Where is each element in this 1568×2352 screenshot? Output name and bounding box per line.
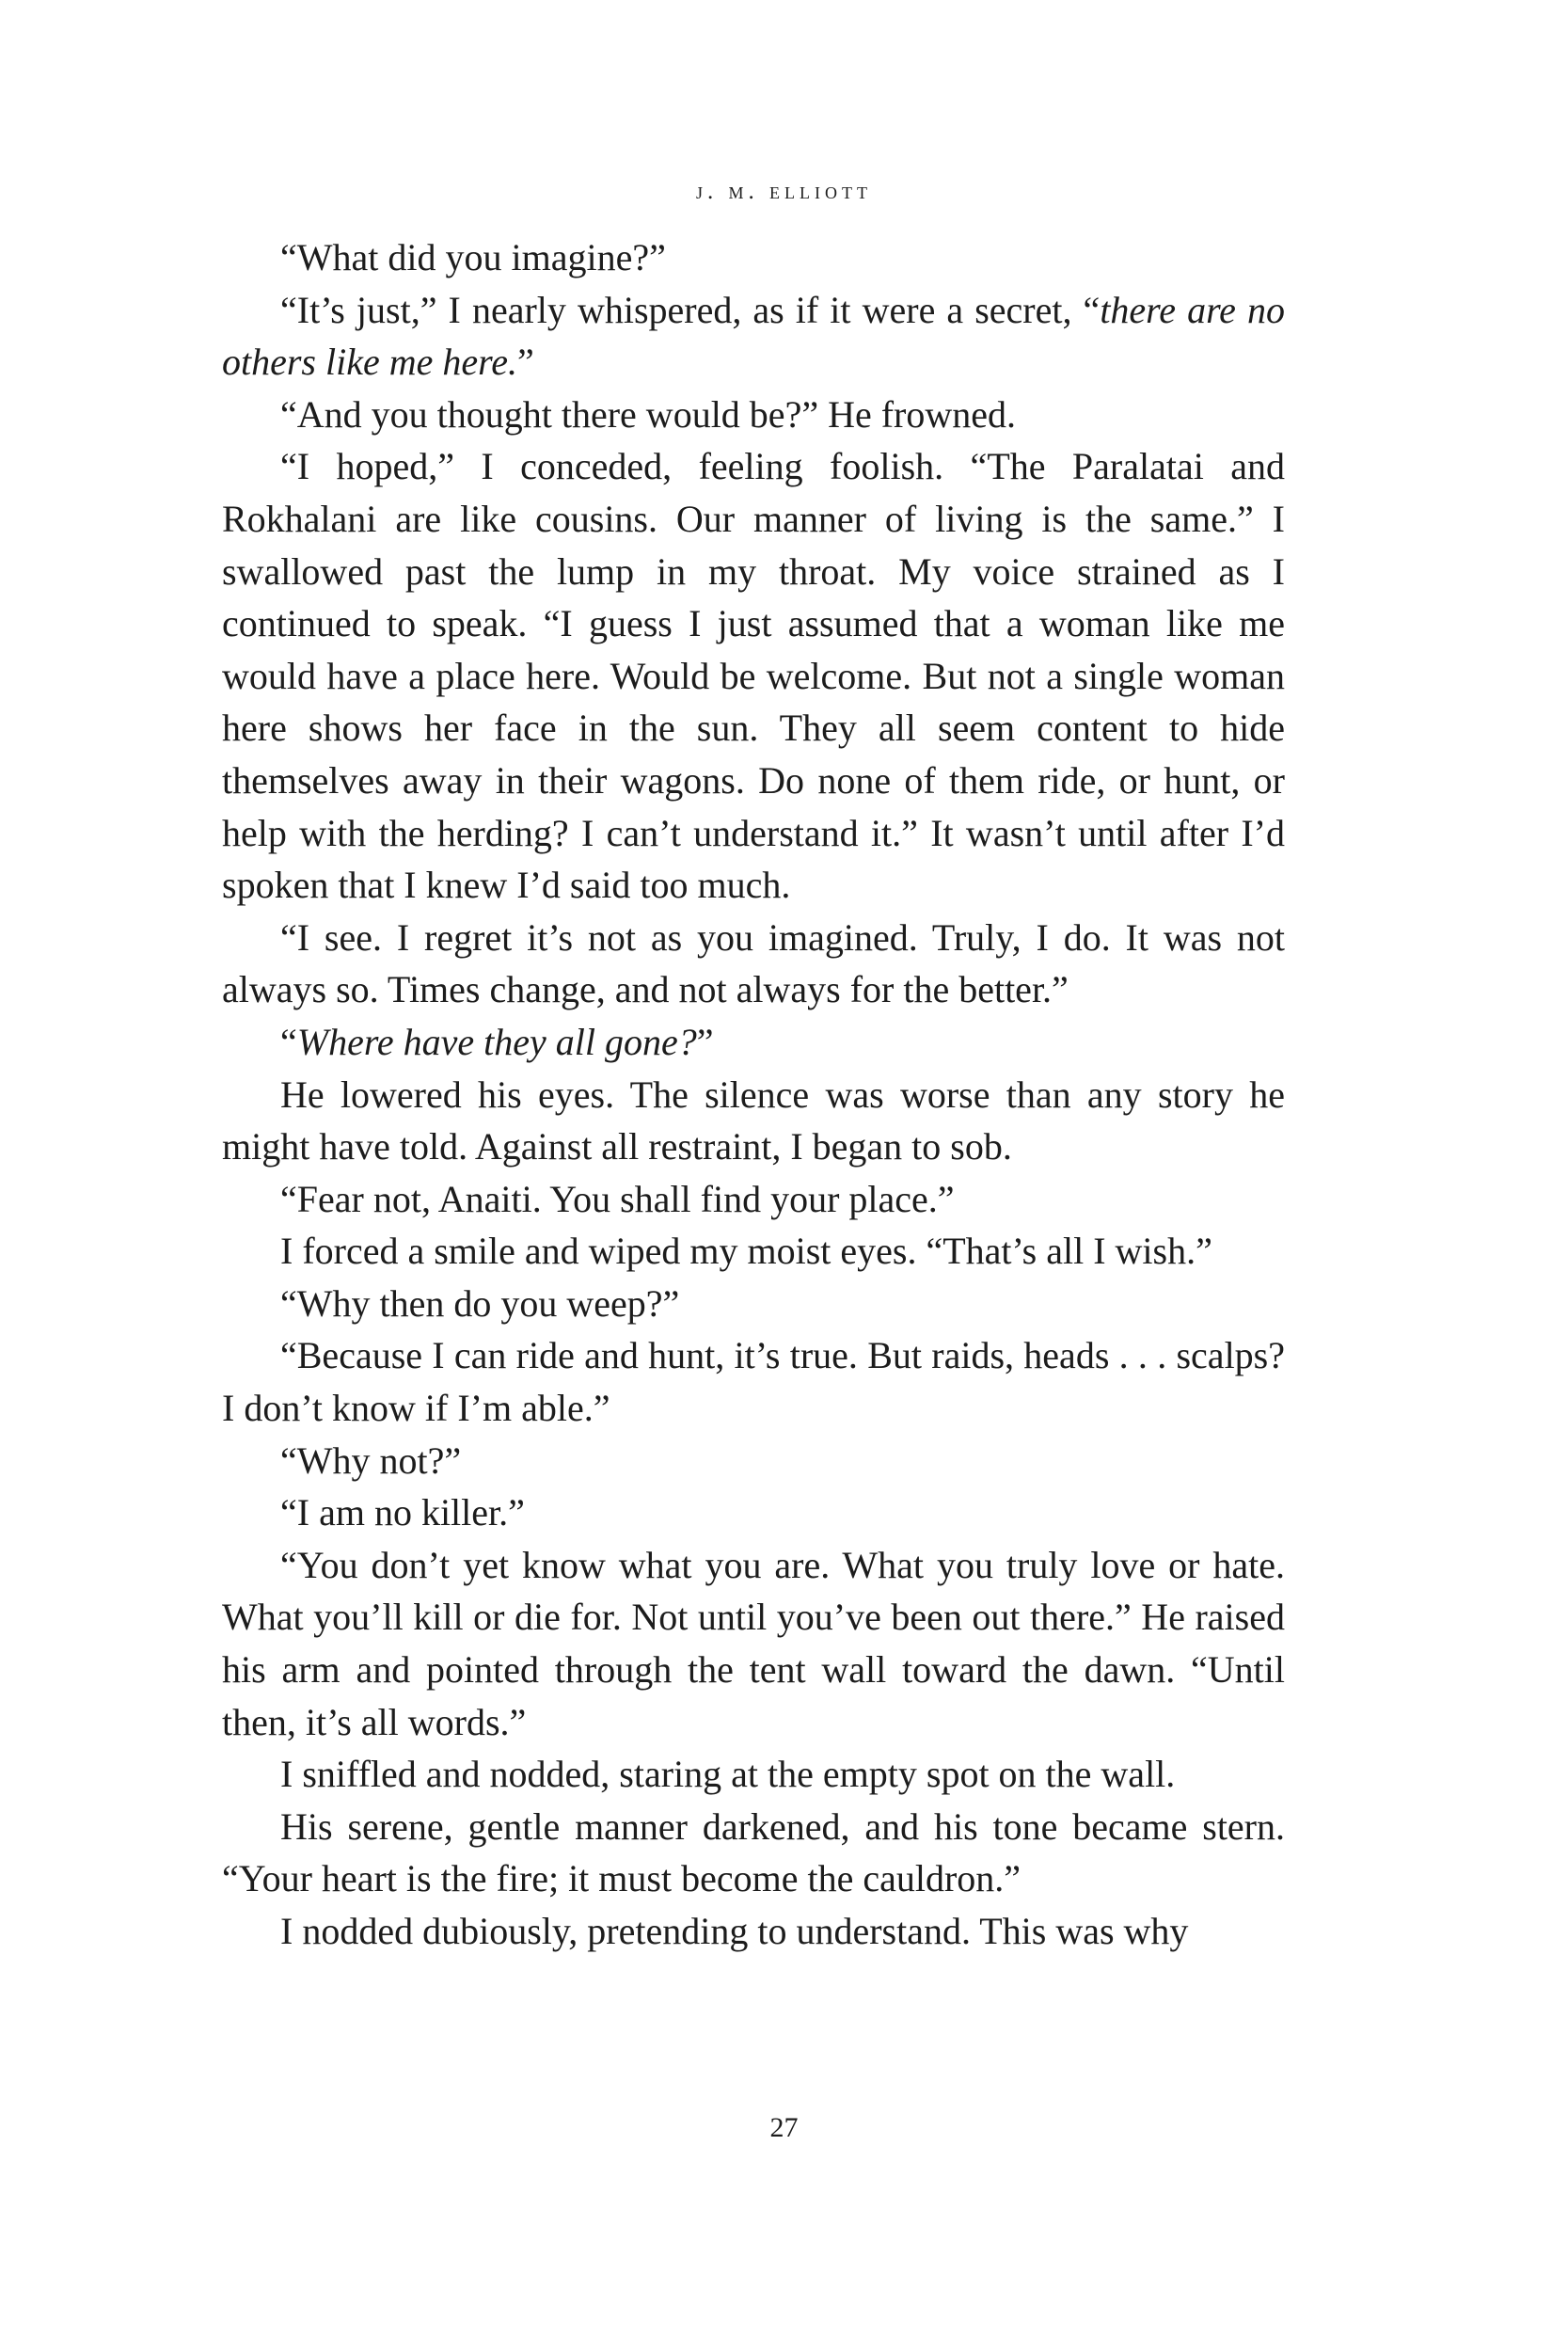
paragraph: I nodded dubiously, pretending to understand. This was why <box>280 1910 1189 1952</box>
paragraph: “Why not?” <box>280 1438 462 1482</box>
paragraph: I sniffled and nodded, staring at the empty spot on the wall. <box>280 1753 1176 1796</box>
paragraph: His serene, gentle manner darkened, and his tone became stern. “Your heart is the fire; it must become the cauldron.” <box>222 1804 1285 1900</box>
paragraph: “I see. I regret it’s not as you imagined. Truly, I do. It was not always so. Times change, and not always for the better.” <box>222 915 1285 1011</box>
paragraph: “It’s just,” I nearly whispered, as if it were a secret, “there are no others like me here.” <box>222 288 1285 384</box>
paragraph: “And you thought there would be?” He frowned. <box>280 392 1016 436</box>
paragraph: “I am no killer.” <box>280 1491 525 1534</box>
paragraph: “Fear not, Anaiti. You shall find your place.” <box>280 1177 955 1220</box>
paragraph: “Because I can ride and hunt, it’s true. But raids, heads . . . scalps? I don’t know if I’m able.” <box>222 1334 1285 1430</box>
page-number: 27 <box>769 2112 799 2143</box>
paragraph: “Where have they all gone?” <box>280 1020 714 1063</box>
body-text <box>222 231 1285 1958</box>
paragraph: I forced a smile and wiped my moist eyes. “That’s all I wish.” <box>280 1230 1212 1273</box>
paragraph: He lowered his eyes. The silence was worse than any story he might have told. Against all restraint, I began to sob. <box>222 1073 1285 1168</box>
paragraph: “Why then do you weep?” <box>280 1281 680 1325</box>
running-head: j. m. elliott <box>696 179 872 204</box>
paragraph: “I hoped,” I conceded, feeling foolish. “The Paralatai and Rokhalani are like cousins. Our manner of living is the same.” I swallowed past the lump in my throat. My voice strained as I continued to speak. “I guess I just assumed that a woman like me would have a place here. Would be welcome. But not a single woman here shows her face in the sun. They all seem content to hide themselves away in their wagons. Do none of them ride, or hunt, or help with the herding? I can’t understand it.” It wasn’t until after I’d spoken that I knew I’d said too much. <box>222 445 1285 907</box>
paragraph: “What did you imagine?” <box>280 236 666 278</box>
paragraph: “You don’t yet know what you are. What you truly love or hate. What you’ll kill or die for. Not until you’ve been out there.” He raised his arm and pointed through the tent wall toward the dawn. “Until then, it’s all words.” <box>222 1543 1285 1743</box>
